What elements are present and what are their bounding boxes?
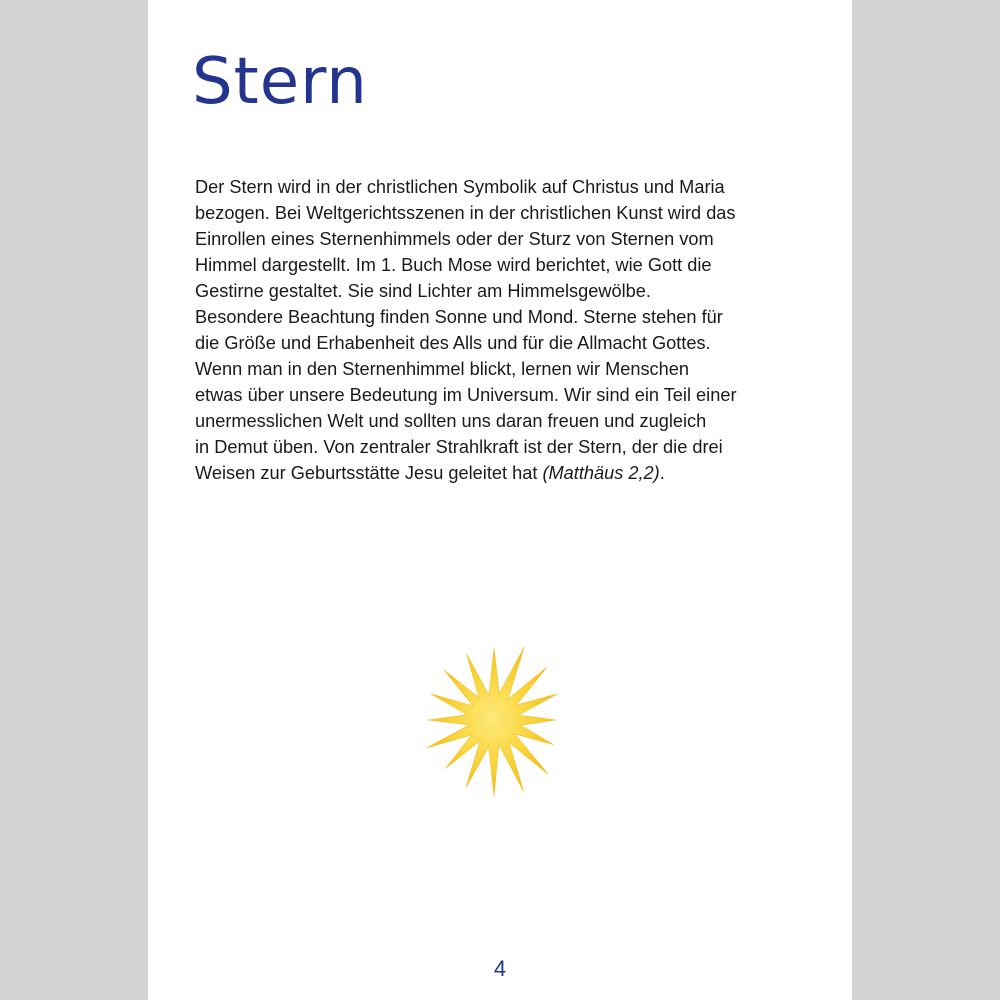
page-number: 4 [493, 956, 507, 981]
star-icon [418, 636, 570, 804]
text-line: Gestirne gestaltet. Sie sind Lichter am Himmelsgewölbe. [195, 281, 651, 301]
text-line: Himmel dargestellt. Im 1. Buch Mose wird berichtet, wie Gott die [195, 255, 712, 275]
text-line: Einrollen eines Sternenhimmels oder der Sturz von Sternen vom [195, 229, 714, 249]
text-line: Der Stern wird in der christlichen Symbolik auf Christus und Maria [195, 177, 725, 197]
text-line: Wenn man in den Sternenhimmel blickt, lernen wir Menschen [195, 359, 689, 379]
text-line: bezogen. Bei Weltgerichtsszenen in der christlichen Kunst wird das [195, 203, 736, 223]
citation-period: . [659, 463, 665, 483]
text-line: etwas über unsere Bedeutung im Universum. Wir sind ein Teil einer [195, 385, 737, 405]
text-line: Besondere Beachtung finden Sonne und Mond. Sterne stehen für [195, 307, 723, 327]
bible-citation: (Matthäus 2,2) [542, 463, 660, 483]
body-paragraph [195, 174, 835, 486]
star-illustration [418, 636, 570, 804]
last-line-text: Weisen zur Geburtsstätte Jesu geleitet hat [195, 463, 543, 483]
text-line: unermesslichen Welt und sollten uns daran freuen und zugleich [195, 411, 707, 431]
page-title: Stern [192, 45, 368, 119]
text-line: die Größe und Erhabenheit des Alls und für die Allmacht Gottes. [195, 333, 711, 353]
text-line: in Demut üben. Von zentraler Strahlkraft ist der Stern, der die drei [195, 437, 723, 457]
star-shape [427, 647, 558, 796]
text-line-last [195, 460, 835, 486]
page [148, 0, 852, 1000]
